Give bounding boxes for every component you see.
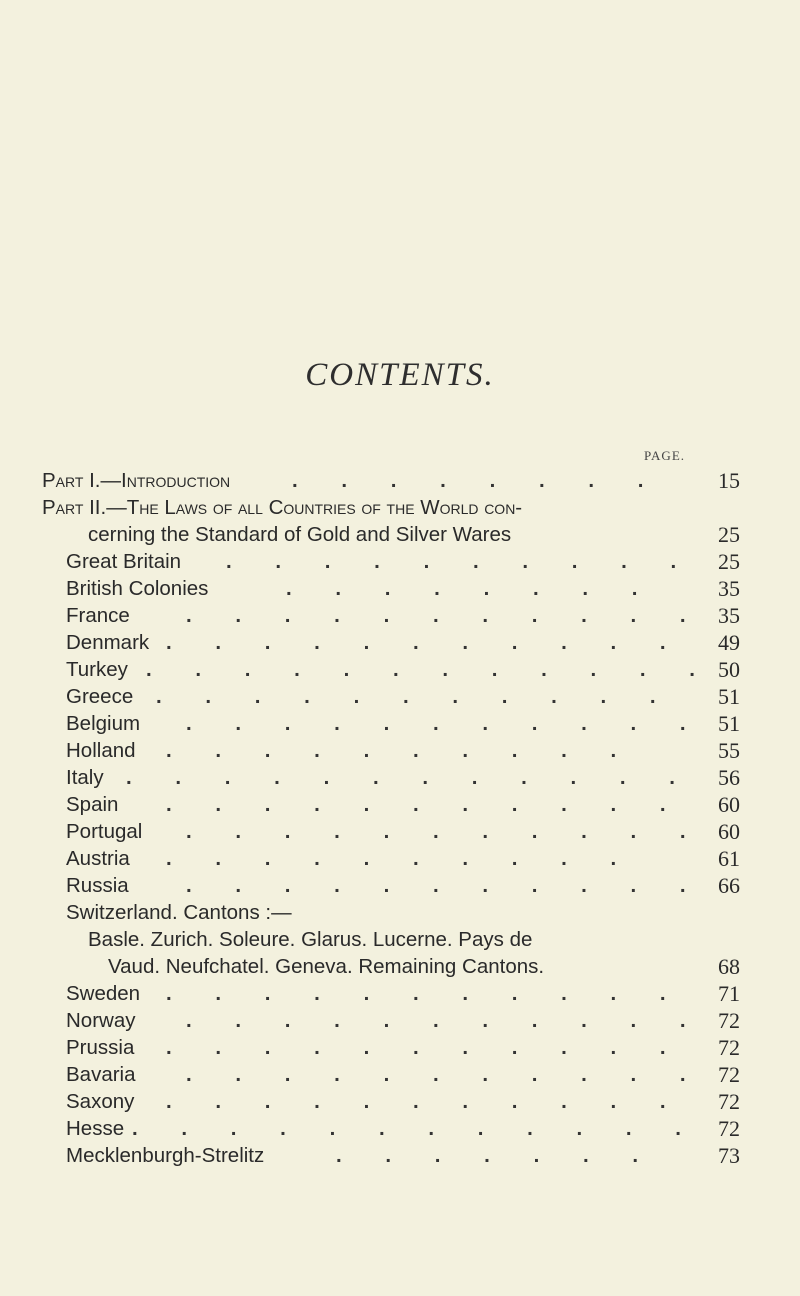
toc-entry-continuation[interactable] [108, 953, 740, 980]
toc-entry-label: Switzerland. Cantons :— [66, 901, 292, 924]
toc-entry-label: Greece [66, 685, 134, 708]
toc-leader-dots: . . . . . . . . [292, 469, 663, 492]
toc-entry-label: Great Britain [66, 550, 182, 573]
toc-page-number: 72 [718, 1089, 740, 1114]
toc-entry[interactable] [66, 710, 740, 737]
toc-page-number: 49 [718, 630, 740, 655]
toc-entry[interactable] [66, 1061, 740, 1088]
toc-entry[interactable] [66, 1115, 740, 1142]
toc-entry-label: Sweden [66, 982, 141, 1005]
toc-page-number: 35 [718, 576, 740, 601]
toc-entry-label: Bavaria [66, 1063, 136, 1086]
toc-leader-dots: . . . . . . . . . . . [186, 604, 705, 627]
toc-page-number: 15 [718, 468, 740, 493]
toc-entry-label: cerning the Standard of Gold and Silver Wares [88, 523, 512, 546]
toc-entry-label: Prussia [66, 1036, 135, 1059]
toc-entry-label: Denmark [66, 631, 150, 654]
toc-entry[interactable] [66, 656, 740, 683]
toc-entry-continuation[interactable] [88, 521, 740, 548]
toc-page-number: 72 [718, 1035, 740, 1060]
toc-entry-label: Basle. Zurich. Soleure. Glarus. Lucerne. Pays de [88, 928, 533, 951]
toc-leader-dots: . . . . . . . . . . . [156, 685, 675, 708]
toc-leader-dots: . . . . . . . . . . . [166, 1036, 685, 1059]
toc-entry[interactable] [66, 791, 740, 818]
toc-page-number: 56 [718, 765, 740, 790]
toc-entry[interactable] [42, 467, 740, 494]
toc-page-number: 66 [718, 873, 740, 898]
toc-page-number: 71 [718, 981, 740, 1006]
toc-entry-label: Holland [66, 739, 136, 762]
toc-leader-dots: . . . . . . . [336, 1144, 658, 1167]
toc-page-number: 25 [718, 522, 740, 547]
toc-entry[interactable] [66, 548, 740, 575]
toc-leader-dots: . . . . . . . . . . . . [126, 766, 694, 789]
toc-entry-label: Part I.—Introduction [42, 469, 231, 492]
toc-leader-dots: . . . . . . . . . . . [186, 1063, 705, 1086]
toc-leader-dots: . . . . . . . . . . . [186, 820, 705, 843]
toc-entry[interactable] [66, 899, 740, 926]
toc-entry-label: Saxony [66, 1090, 135, 1113]
toc-entry[interactable] [66, 872, 740, 899]
toc-entry-label: Italy [66, 766, 104, 789]
toc-page-number: 51 [718, 684, 740, 709]
toc-entry-label: Mecklenburgh-Strelitz [66, 1144, 265, 1167]
toc-entry-label: Belgium [66, 712, 141, 735]
toc-entry-label: Turkey [66, 658, 128, 681]
toc-leader-dots: . . . . . . . . . . [166, 739, 636, 762]
toc-entry[interactable] [66, 818, 740, 845]
toc-entry-label: Vaud. Neufchatel. Geneva. Remaining Cantons. [108, 955, 545, 978]
toc-entry[interactable] [66, 629, 740, 656]
toc-entry[interactable] [66, 575, 740, 602]
page-column-label: PAGE. [644, 448, 686, 463]
toc-entry-label: Austria [66, 847, 130, 870]
toc-entry-label: Hesse [66, 1117, 125, 1140]
toc-entry-label: France [66, 604, 130, 627]
toc-leader-dots: . . . . . . . . . . . [186, 874, 705, 897]
toc-entry[interactable] [66, 602, 740, 629]
toc-entry[interactable] [66, 1142, 740, 1169]
toc-leader-dots: . . . . . . . . . . . [186, 712, 705, 735]
toc-page-number: 68 [718, 954, 740, 979]
toc-leader-dots: . . . . . . . . . . [166, 847, 636, 870]
toc-entry-label: Part II.—The Laws of all Countries of the World con- [42, 496, 523, 519]
toc-entry-label: Norway [66, 1009, 136, 1032]
toc-page-number: 51 [718, 711, 740, 736]
toc-page-number: 61 [718, 846, 740, 871]
toc-entry[interactable] [66, 1034, 740, 1061]
toc-entry[interactable] [66, 764, 740, 791]
toc-page-number: 72 [718, 1062, 740, 1087]
toc-entry[interactable] [66, 1088, 740, 1115]
toc-page-number: 55 [718, 738, 740, 763]
toc-entry[interactable] [66, 845, 740, 872]
toc-page-number: 50 [718, 657, 740, 682]
toc-entry[interactable] [66, 683, 740, 710]
toc-entry[interactable] [66, 980, 740, 1007]
toc-entry-label: Russia [66, 874, 129, 897]
toc-page-number: 72 [718, 1008, 740, 1033]
toc-entry-label: Spain [66, 793, 119, 816]
toc-entry[interactable] [66, 737, 740, 764]
toc-entry-label: Portugal [66, 820, 143, 843]
toc-page-number: 25 [718, 549, 740, 574]
toc-leader-dots: . . . . . . . . . . . . [132, 1117, 700, 1140]
toc-leader-dots: . . . . . . . . [286, 577, 657, 600]
toc-page-number: 60 [718, 792, 740, 817]
toc-page-number: 73 [718, 1143, 740, 1168]
toc-page-number: 72 [718, 1116, 740, 1141]
toc-leader-dots: . . . . . . . . . . . [166, 793, 685, 816]
toc-page-number: 35 [718, 603, 740, 628]
toc-leader-dots: . . . . . . . . . . . [166, 631, 685, 654]
toc-entry-label: British Colonies [66, 577, 209, 600]
page-title: CONTENTS. [305, 357, 495, 393]
toc-leader-dots: . . . . . . . . . . . . [146, 658, 714, 681]
toc-page-number: 60 [718, 819, 740, 844]
toc-leader-dots: . . . . . . . . . . . [166, 982, 685, 1005]
toc-entry[interactable] [42, 494, 740, 521]
toc-leader-dots: . . . . . . . . . . . [166, 1090, 685, 1113]
toc-leader-dots: . . . . . . . . . . . [186, 1009, 705, 1032]
toc-entry[interactable] [66, 1007, 740, 1034]
toc-entry-continuation[interactable] [88, 926, 740, 953]
toc-leader-dots: . . . . . . . . . . [226, 550, 696, 573]
